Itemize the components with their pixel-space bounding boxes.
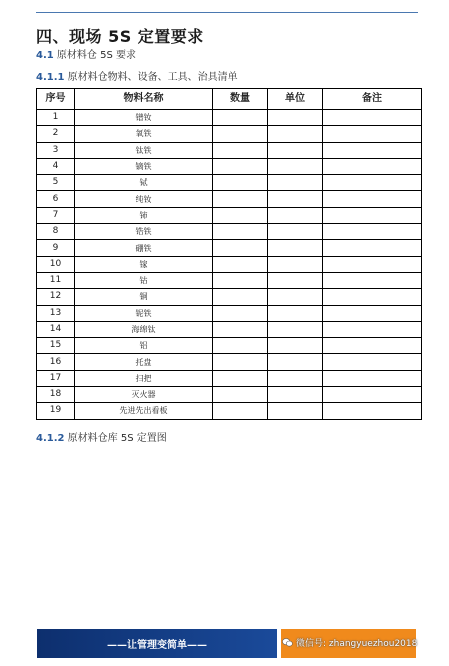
cell-qty	[213, 321, 268, 337]
cell-no: 14	[37, 321, 75, 337]
cell-qty	[213, 224, 268, 240]
cell-name: 钴	[75, 272, 213, 288]
cell-name: 托盘	[75, 354, 213, 370]
cell-no: 4	[37, 158, 75, 174]
table-row	[37, 289, 422, 305]
cell-name: 钛铁	[75, 142, 213, 158]
cell-unit	[268, 338, 323, 354]
cell-no: 1	[37, 110, 75, 126]
cell-no: 6	[37, 191, 75, 207]
cell-qty	[213, 338, 268, 354]
cell-unit	[268, 370, 323, 386]
cell-remark	[323, 191, 422, 207]
subsection-number: 4.1.2	[36, 433, 65, 444]
cell-name: 扫把	[75, 370, 213, 386]
cell-unit	[268, 175, 323, 191]
cell-unit	[268, 289, 323, 305]
cell-remark	[323, 126, 422, 142]
wechat-icon	[282, 637, 293, 648]
cell-unit	[268, 403, 323, 419]
subsection-text: 原材料仓物料、设备、工具、治具清单	[64, 72, 238, 83]
cell-unit	[268, 207, 323, 223]
header-qty: 数量	[213, 89, 268, 110]
table-row	[37, 110, 422, 126]
cell-name: 镨钕	[75, 110, 213, 126]
cell-name: 铜	[75, 289, 213, 305]
cell-qty	[213, 240, 268, 256]
table-row	[37, 256, 422, 272]
cell-qty	[213, 126, 268, 142]
subsection-number: 4.1	[36, 50, 54, 61]
cell-remark	[323, 403, 422, 419]
subsection-number: 4.1.1	[36, 72, 65, 83]
cell-qty	[213, 191, 268, 207]
table-row	[37, 126, 422, 142]
cell-unit	[268, 110, 323, 126]
table-row	[37, 142, 422, 158]
cell-remark	[323, 142, 422, 158]
cell-remark	[323, 240, 422, 256]
cell-unit	[268, 191, 323, 207]
cell-remark	[323, 338, 422, 354]
cell-remark	[323, 354, 422, 370]
cell-unit	[268, 387, 323, 403]
cell-qty	[213, 272, 268, 288]
table-row	[37, 321, 422, 337]
watermark-text: 微信号: zhangyuezhou2018	[296, 639, 418, 649]
cell-no: 7	[37, 207, 75, 223]
cell-no: 5	[37, 175, 75, 191]
cell-no: 10	[37, 256, 75, 272]
cell-name: 镝铁	[75, 158, 213, 174]
table-row	[37, 175, 422, 191]
subsection-text: 原材料仓 5S 要求	[53, 50, 136, 61]
cell-qty	[213, 207, 268, 223]
table-row	[37, 403, 422, 419]
cell-no: 2	[37, 126, 75, 142]
inventory-table	[36, 88, 422, 420]
cell-no: 9	[37, 240, 75, 256]
table-row	[37, 191, 422, 207]
cell-qty	[213, 158, 268, 174]
header-name: 物料名称	[75, 89, 213, 110]
table-row	[37, 338, 422, 354]
cell-qty	[213, 403, 268, 419]
cell-remark	[323, 387, 422, 403]
cell-unit	[268, 240, 323, 256]
cell-name: 铌铁	[75, 305, 213, 321]
cell-unit	[268, 126, 323, 142]
header-remark: 备注	[323, 89, 422, 110]
table-row	[37, 272, 422, 288]
cell-no: 17	[37, 370, 75, 386]
cell-no: 12	[37, 289, 75, 305]
table-row	[37, 387, 422, 403]
cell-remark	[323, 158, 422, 174]
cell-qty	[213, 305, 268, 321]
cell-name: 海绵钛	[75, 321, 213, 337]
subsection-4-1-2	[36, 429, 167, 444]
table-row	[37, 207, 422, 223]
cell-qty	[213, 370, 268, 386]
cell-remark	[323, 175, 422, 191]
cell-no: 3	[37, 142, 75, 158]
cell-name: 灭火器	[75, 387, 213, 403]
subsection-text: 原材料仓库 5S 定置图	[64, 433, 167, 444]
top-rule	[36, 12, 418, 13]
cell-unit	[268, 142, 323, 158]
cell-remark	[323, 272, 422, 288]
cell-name: 铈	[75, 207, 213, 223]
cell-qty	[213, 256, 268, 272]
cell-qty	[213, 110, 268, 126]
subsection-4-1-1	[36, 68, 238, 83]
cell-remark	[323, 305, 422, 321]
table-row	[37, 354, 422, 370]
cell-remark	[323, 370, 422, 386]
cell-remark	[323, 207, 422, 223]
cell-unit	[268, 354, 323, 370]
cell-unit	[268, 256, 323, 272]
table-row	[37, 158, 422, 174]
cell-unit	[268, 158, 323, 174]
cell-name: 氧铁	[75, 126, 213, 142]
cell-qty	[213, 175, 268, 191]
cell-name: 镓	[75, 256, 213, 272]
cell-unit	[268, 224, 323, 240]
table-row	[37, 240, 422, 256]
wechat-watermark	[282, 636, 417, 649]
cell-unit	[268, 305, 323, 321]
cell-qty	[213, 142, 268, 158]
header-unit: 单位	[268, 89, 323, 110]
cell-no: 11	[37, 272, 75, 288]
cell-no: 19	[37, 403, 75, 419]
cell-name: 先进先出看板	[75, 403, 213, 419]
subsection-4-1	[36, 46, 136, 61]
cell-name: 铽	[75, 175, 213, 191]
cell-remark	[323, 256, 422, 272]
cell-name: 锆铁	[75, 224, 213, 240]
cell-remark	[323, 110, 422, 126]
cell-unit	[268, 272, 323, 288]
cell-name: 硼铁	[75, 240, 213, 256]
cell-no: 18	[37, 387, 75, 403]
cell-unit	[268, 321, 323, 337]
section-title: 四、现场 5S 定置要求	[36, 27, 204, 46]
cell-name: 纯钕	[75, 191, 213, 207]
cell-qty	[213, 387, 268, 403]
cell-no: 8	[37, 224, 75, 240]
cell-remark	[323, 321, 422, 337]
footer-slogan: ——让管理变简单——	[37, 629, 277, 658]
cell-remark	[323, 224, 422, 240]
table-body	[37, 110, 422, 420]
cell-no: 16	[37, 354, 75, 370]
cell-qty	[213, 289, 268, 305]
table-row	[37, 370, 422, 386]
cell-qty	[213, 354, 268, 370]
header-no: 序号	[37, 89, 75, 110]
table-row	[37, 305, 422, 321]
table-row	[37, 224, 422, 240]
cell-no: 13	[37, 305, 75, 321]
cell-no: 15	[37, 338, 75, 354]
cell-name: 铝	[75, 338, 213, 354]
cell-remark	[323, 289, 422, 305]
table-header-row	[37, 89, 422, 110]
